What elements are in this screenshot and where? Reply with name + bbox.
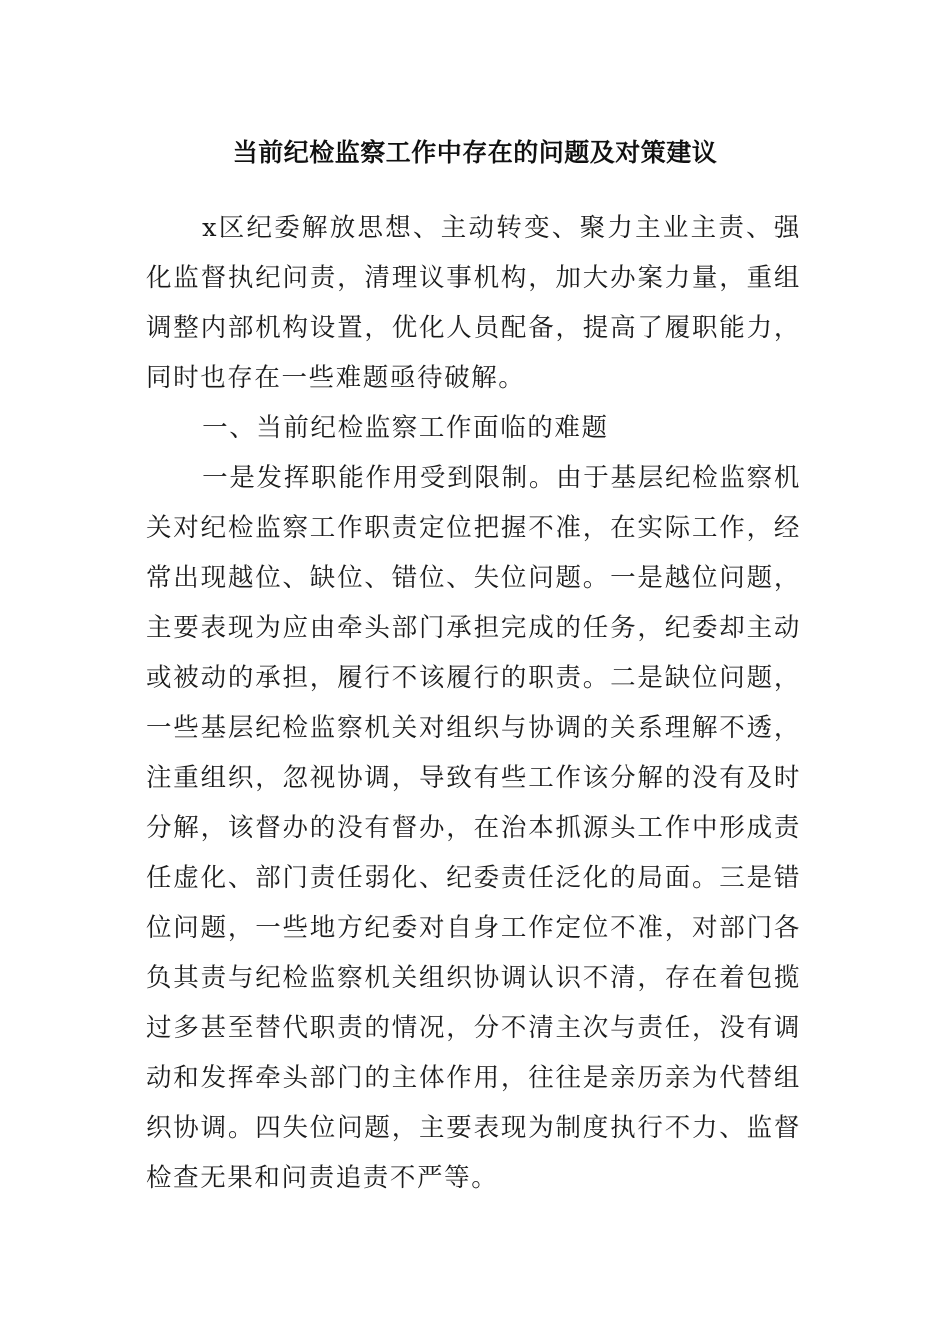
- paragraph-intro: x区纪委解放思想、主动转变、聚力主业主责、强化监督执纪问责，清理议事机构，加大办案力量，重组调整内部机构设置，优化人员配备，提高了履职能力，同时也存在一些难题亟待破解。: [146, 213, 801, 393]
- document-title: 当前纪检监察工作中存在的问题及对策建议: [232, 138, 718, 167]
- paragraph-problem-one: 一是发挥职能作用受到限制。由于基层纪检监察机关对纪检监察工作职责定位把握不准，在实际工作，经常出现越位、缺位、错位、失位问题。一是越位问题，主要表现为应由牵头部门承担完成的任务，纪委却主动或被动的承担，履行不该履行的职责。二是缺位问题，一些基层纪检监察机关对组织与协调的关系理解不透，注重组织，忽视协调，导致有些工作该分解的没有及时分解，该督办的没有督办，在治本抓源头工作中形成责任虚化、部门责任弱化、纪委责任泛化的局面。三是错位问题，一些地方纪委对自身工作定位不准，对部门各负其责与纪检监察机关组织协调认识不清，存在着包揽过多甚至替代职责的情况，分不清主次与责任，没有调动和发挥牵头部门的主体作用，往往是亲历亲为代替组织协调。四失位问题，主要表现为制度执行不力、监督检查无果和问责追责不严等。: [146, 463, 801, 1193]
- document-body: [146, 203, 801, 1203]
- section-heading: 一、当前纪检监察工作面临的难题: [202, 413, 609, 443]
